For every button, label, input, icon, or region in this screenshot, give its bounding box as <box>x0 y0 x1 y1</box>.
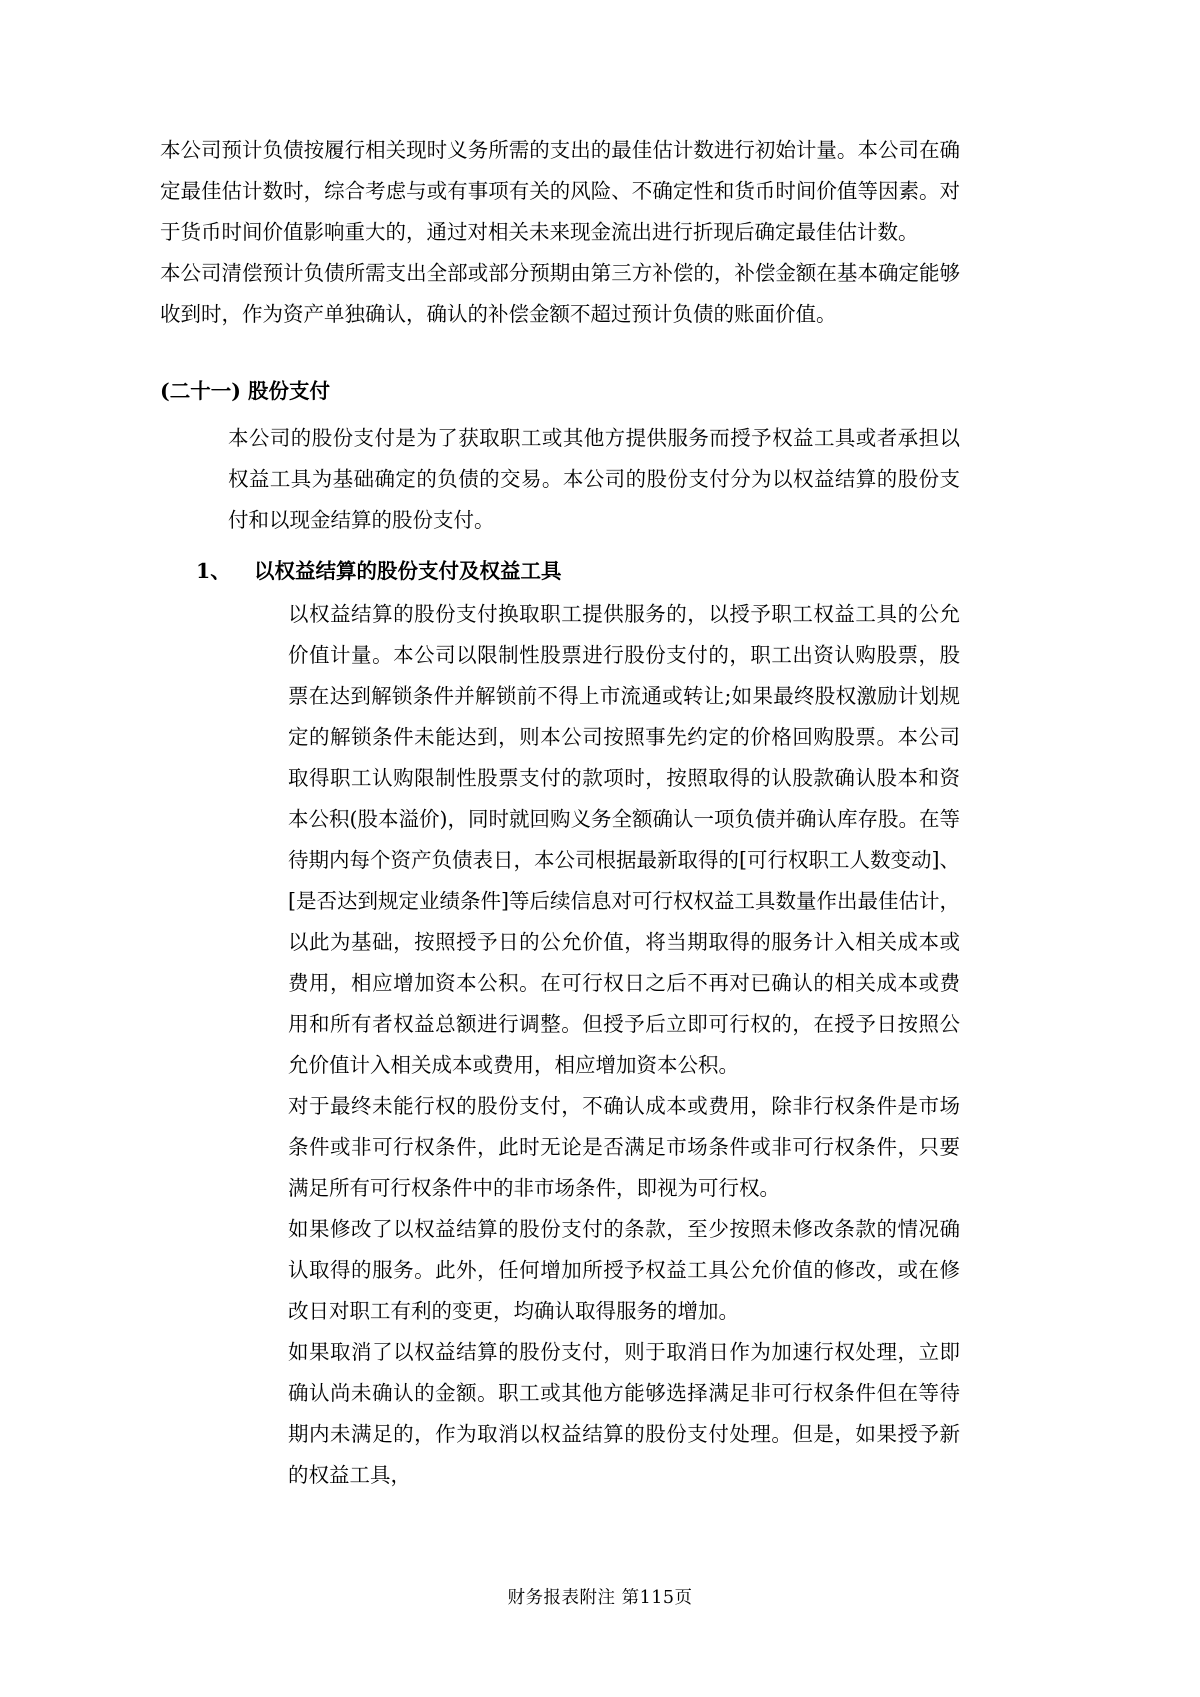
page-content <box>160 130 960 1496</box>
section-title: 股份支付 <box>248 379 331 403</box>
subsection-heading <box>196 541 960 594</box>
section-number: (二十一) <box>160 379 241 403</box>
page-footer: 财务报表附注 第115页 <box>507 1588 693 1608</box>
paragraph-third-party-compensation: 本公司清偿预计负债所需支出全部或部分预期由第三方补偿的，补偿金额在基本确定能够收到时，作为资产单独确认，确认的补偿金额不超过预计负债的账面价值。 <box>160 261 960 326</box>
subsection-title: 以权益结算的股份支付及权益工具 <box>254 559 562 583</box>
paragraph-provision-measurement: 本公司预计负债按履行相关现时义务所需的支出的最佳估计数进行初始计量。本公司在确定最佳估计数时，综合考虑与或有事项有关的风险、不确定性和货币时间价值等因素。对于货币时间价值影响重大的，通过对相关未来现金流出进行折现后确定最佳估计数。 <box>160 138 960 244</box>
section-heading <box>160 335 960 418</box>
paragraph-non-vested-treatment: 对于最终未能行权的股份支付，不确认成本或费用，除非行权条件是市场条件或非可行权条件，此时无论是否满足市场条件或非可行权条件，只要满足所有可行权条件中的非市场条件，即视为可行权。 <box>288 1094 960 1200</box>
paragraph-share-payment-intro: 本公司的股份支付是为了获取职工或其他方提供服务而授予权益工具或者承担以权益工具为基础确定的负债的交易。本公司的股份支付分为以权益结算的股份支付和以现金结算的股份支付。 <box>228 426 960 532</box>
subsection-number: 1、 <box>196 559 231 583</box>
paragraph-equity-settled-measurement: 以权益结算的股份支付换取职工提供服务的，以授予职工权益工具的公允价值计量。本公司以限制性股票进行股份支付的，职工出资认购股票，股票在达到解锁条件并解锁前不得上市流通或转让;如果最终股权激励计划规定的解锁条件未能达到，则本公司按照事先约定的价格回购股票。本公司取得职工认购限制性股票支付的款项时，按照取得的认股款确认股本和资本公积(股本溢价)，同时就回购义务全额确认一项负债并确认库存股。在等待期内每个资产负债表日，本公司根据最新取得的[可行权职工人数变动]、[是否达到规定业绩条件]等后续信息对可行权权益工具数量作出最佳估计，以此为基础，按照授予日的公允价值，将当期取得的服务计入相关成本或费用，相应增加资本公积。在可行权日之后不再对已确认的相关成本或费用和所有者权益总额进行调整。但授予后立即可行权的，在授予日按照公允价值计入相关成本或费用，相应增加资本公积。 <box>288 602 960 1077</box>
section-intro-block <box>228 418 960 541</box>
paragraph-cancellation-treatment: 如果取消了以权益结算的股份支付，则于取消日作为加速行权处理，立即确认尚未确认的金额。职工或其他方能够选择满足非可行权条件但在等待期内未满足的，作为取消以权益结算的股份支付处理。但是，如果授予新的权益工具， <box>288 1340 960 1487</box>
subsection-body <box>288 594 960 1496</box>
paragraph-modification-terms: 如果修改了以权益结算的股份支付的条款，至少按照未修改条款的情况确认取得的服务。此外，任何增加所授予权益工具公允价值的修改，或在修改日对职工有利的变更，均确认取得服务的增加。 <box>288 1217 960 1323</box>
